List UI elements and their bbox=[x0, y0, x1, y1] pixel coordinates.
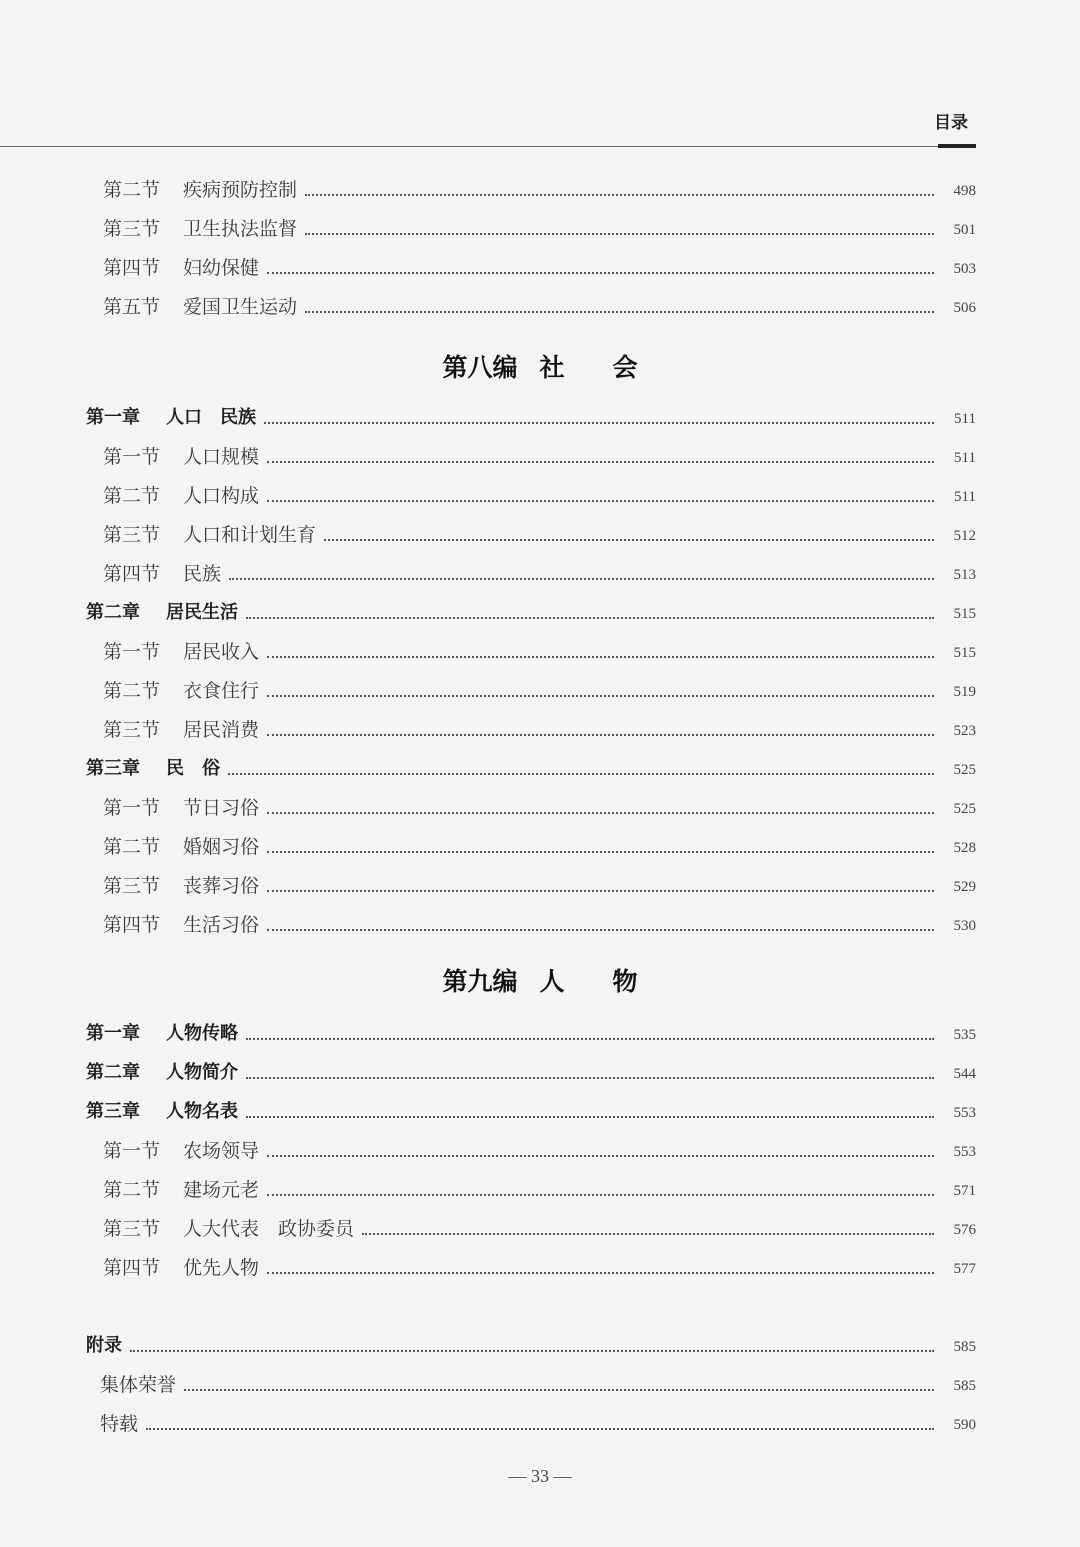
toc-appendix-item-row[interactable] bbox=[0, 1406, 1080, 1436]
part-name: 物 bbox=[612, 967, 638, 996]
leader-dots bbox=[267, 1155, 934, 1157]
section-title: 爱国卫生运动 bbox=[183, 296, 298, 318]
toc-section-row[interactable] bbox=[0, 478, 1080, 508]
section-number: 第一节 bbox=[103, 1140, 161, 1162]
section-number: 第三节 bbox=[103, 524, 161, 546]
header-accent-bar bbox=[938, 144, 976, 148]
section-title: 民族 bbox=[183, 563, 222, 585]
toc-section-row[interactable] bbox=[0, 211, 1080, 241]
section-title: 丧葬习俗 bbox=[183, 875, 260, 897]
leader-dots bbox=[267, 695, 934, 697]
section-title: 妇幼保健 bbox=[183, 257, 260, 279]
section-number: 第三节 bbox=[103, 719, 161, 741]
chapter-title: 人口 民族 bbox=[166, 407, 256, 428]
page-ref: 571 bbox=[953, 1183, 976, 1199]
page-ref: 519 bbox=[953, 684, 976, 700]
header-rule bbox=[0, 146, 976, 147]
chapter-number: 第三章 bbox=[86, 1101, 140, 1122]
page-ref: 501 bbox=[953, 222, 976, 238]
toc-section-row[interactable] bbox=[0, 634, 1080, 664]
toc-section-row[interactable] bbox=[0, 673, 1080, 703]
page-ref: 590 bbox=[953, 1417, 976, 1433]
page-ref: 544 bbox=[953, 1066, 976, 1082]
section-number: 第一节 bbox=[103, 797, 161, 819]
toc-section-row[interactable] bbox=[0, 289, 1080, 319]
leader-dots bbox=[267, 851, 934, 853]
toc-section-row[interactable] bbox=[0, 1133, 1080, 1163]
section-number: 第二节 bbox=[103, 680, 161, 702]
page-ref: 511 bbox=[954, 489, 976, 505]
section-number: 第一节 bbox=[103, 446, 161, 468]
leader-dots bbox=[267, 812, 934, 814]
toc-section-row[interactable] bbox=[0, 250, 1080, 280]
page-ref: 529 bbox=[953, 879, 976, 895]
leader-dots bbox=[146, 1428, 934, 1430]
leader-dots bbox=[305, 233, 934, 235]
leader-dots bbox=[267, 500, 934, 502]
toc-section-row[interactable] bbox=[0, 712, 1080, 742]
section-title: 节日习俗 bbox=[183, 797, 260, 819]
toc-section-row[interactable] bbox=[0, 1250, 1080, 1280]
page-ref: 553 bbox=[953, 1144, 976, 1160]
page-ref: 576 bbox=[953, 1222, 976, 1238]
page-ref: 577 bbox=[953, 1261, 976, 1277]
section-number: 第二节 bbox=[103, 179, 161, 201]
toc-section-row[interactable] bbox=[0, 556, 1080, 586]
part-heading bbox=[0, 348, 1080, 384]
leader-dots bbox=[130, 1350, 934, 1352]
running-header-title: 目录 bbox=[934, 113, 968, 133]
page-ref: 513 bbox=[953, 567, 976, 583]
toc-section-row[interactable] bbox=[0, 172, 1080, 202]
toc-appendix-item-row[interactable] bbox=[0, 1367, 1080, 1397]
chapter-number: 第一章 bbox=[86, 407, 140, 428]
leader-dots bbox=[324, 539, 934, 541]
section-number: 第四节 bbox=[103, 563, 161, 585]
page-ref: 523 bbox=[953, 723, 976, 739]
page-ref: 553 bbox=[953, 1105, 976, 1121]
page-ref: 525 bbox=[953, 762, 976, 778]
leader-dots bbox=[184, 1389, 934, 1391]
section-number: 第一节 bbox=[103, 641, 161, 663]
toc-section-row[interactable] bbox=[0, 790, 1080, 820]
section-title: 人口规模 bbox=[183, 446, 260, 468]
section-title: 人口构成 bbox=[183, 485, 260, 507]
section-number: 第四节 bbox=[103, 1257, 161, 1279]
section-number: 第四节 bbox=[103, 257, 161, 279]
chapter-title: 居民生活 bbox=[166, 602, 238, 623]
section-number: 第五节 bbox=[103, 296, 161, 318]
appendix-item-title: 特载 bbox=[100, 1413, 139, 1435]
toc-chapter-row[interactable] bbox=[0, 1016, 1080, 1046]
leader-dots bbox=[267, 929, 934, 931]
chapter-number: 第二章 bbox=[86, 1062, 140, 1083]
toc-section-row[interactable] bbox=[0, 1211, 1080, 1241]
page-ref: 585 bbox=[953, 1339, 976, 1355]
toc-section-row[interactable] bbox=[0, 1172, 1080, 1202]
leader-dots bbox=[246, 1077, 934, 1079]
part-label: 第九编 bbox=[442, 967, 518, 996]
page-ref: 511 bbox=[954, 450, 976, 466]
page-ref: 512 bbox=[953, 528, 976, 544]
toc-chapter-row[interactable] bbox=[0, 400, 1080, 430]
section-title: 居民收入 bbox=[183, 641, 260, 663]
toc-section-row[interactable] bbox=[0, 439, 1080, 469]
section-title: 优先人物 bbox=[183, 1257, 260, 1279]
leader-dots bbox=[305, 194, 934, 196]
toc-chapter-row[interactable] bbox=[0, 1055, 1080, 1085]
section-number: 第二节 bbox=[103, 836, 161, 858]
section-title: 婚姻习俗 bbox=[183, 836, 260, 858]
page-ref: 498 bbox=[953, 183, 976, 199]
toc-appendix-row[interactable] bbox=[0, 1328, 1080, 1358]
page-ref: 528 bbox=[953, 840, 976, 856]
toc-chapter-row[interactable] bbox=[0, 1094, 1080, 1124]
section-title: 居民消费 bbox=[183, 719, 260, 741]
page-ref: 525 bbox=[953, 801, 976, 817]
leader-dots bbox=[362, 1233, 934, 1235]
toc-section-row[interactable] bbox=[0, 517, 1080, 547]
leader-dots bbox=[305, 311, 934, 313]
part-heading bbox=[0, 962, 1080, 998]
part-name: 人 bbox=[539, 967, 565, 996]
chapter-title: 人物名表 bbox=[166, 1101, 238, 1122]
toc-section-row[interactable] bbox=[0, 868, 1080, 898]
part-label: 第八编 bbox=[442, 353, 518, 382]
page-number: — 33 — bbox=[508, 1466, 572, 1486]
leader-dots bbox=[246, 1116, 934, 1118]
section-number: 第二节 bbox=[103, 1179, 161, 1201]
toc-section-row[interactable] bbox=[0, 829, 1080, 859]
leader-dots bbox=[267, 656, 934, 658]
section-title: 卫生执法监督 bbox=[183, 218, 298, 240]
toc-chapter-row[interactable] bbox=[0, 595, 1080, 625]
toc-section-row[interactable] bbox=[0, 907, 1080, 937]
appendix-title: 附录 bbox=[86, 1335, 122, 1356]
chapter-title: 民 俗 bbox=[166, 758, 220, 779]
section-title: 农场领导 bbox=[183, 1140, 260, 1162]
page-ref: 506 bbox=[953, 300, 976, 316]
section-title: 人大代表 政协委员 bbox=[183, 1218, 355, 1240]
appendix-item-title: 集体荣誉 bbox=[100, 1374, 177, 1396]
chapter-title: 人物简介 bbox=[166, 1062, 238, 1083]
section-number: 第三节 bbox=[103, 875, 161, 897]
part-name: 会 bbox=[612, 353, 638, 382]
leader-dots bbox=[264, 422, 934, 424]
section-title: 疾病预防控制 bbox=[183, 179, 298, 201]
section-number: 第四节 bbox=[103, 914, 161, 936]
page-ref: 511 bbox=[954, 411, 976, 427]
section-number: 第二节 bbox=[103, 485, 161, 507]
chapter-number: 第二章 bbox=[86, 602, 140, 623]
section-title: 人口和计划生育 bbox=[183, 524, 317, 546]
chapter-number: 第一章 bbox=[86, 1023, 140, 1044]
section-title: 建场元老 bbox=[183, 1179, 260, 1201]
section-number: 第三节 bbox=[103, 1218, 161, 1240]
page-ref: 535 bbox=[953, 1027, 976, 1043]
leader-dots bbox=[267, 1272, 934, 1274]
leader-dots bbox=[267, 734, 934, 736]
page-ref: 503 bbox=[953, 261, 976, 277]
leader-dots bbox=[267, 272, 934, 274]
section-title: 生活习俗 bbox=[183, 914, 260, 936]
leader-dots bbox=[267, 1194, 934, 1196]
section-number: 第三节 bbox=[103, 218, 161, 240]
leader-dots bbox=[246, 1038, 934, 1040]
section-title: 衣食住行 bbox=[183, 680, 260, 702]
page-ref: 515 bbox=[953, 606, 976, 622]
toc-chapter-row[interactable] bbox=[0, 751, 1080, 781]
leader-dots bbox=[267, 461, 934, 463]
leader-dots bbox=[228, 773, 934, 775]
leader-dots bbox=[246, 617, 934, 619]
chapter-number: 第三章 bbox=[86, 758, 140, 779]
chapter-title: 人物传略 bbox=[166, 1023, 238, 1044]
part-name: 社 bbox=[539, 353, 565, 382]
page-ref: 515 bbox=[953, 645, 976, 661]
page-ref: 530 bbox=[953, 918, 976, 934]
leader-dots bbox=[229, 578, 934, 580]
leader-dots bbox=[267, 890, 934, 892]
page-ref: 585 bbox=[953, 1378, 976, 1394]
